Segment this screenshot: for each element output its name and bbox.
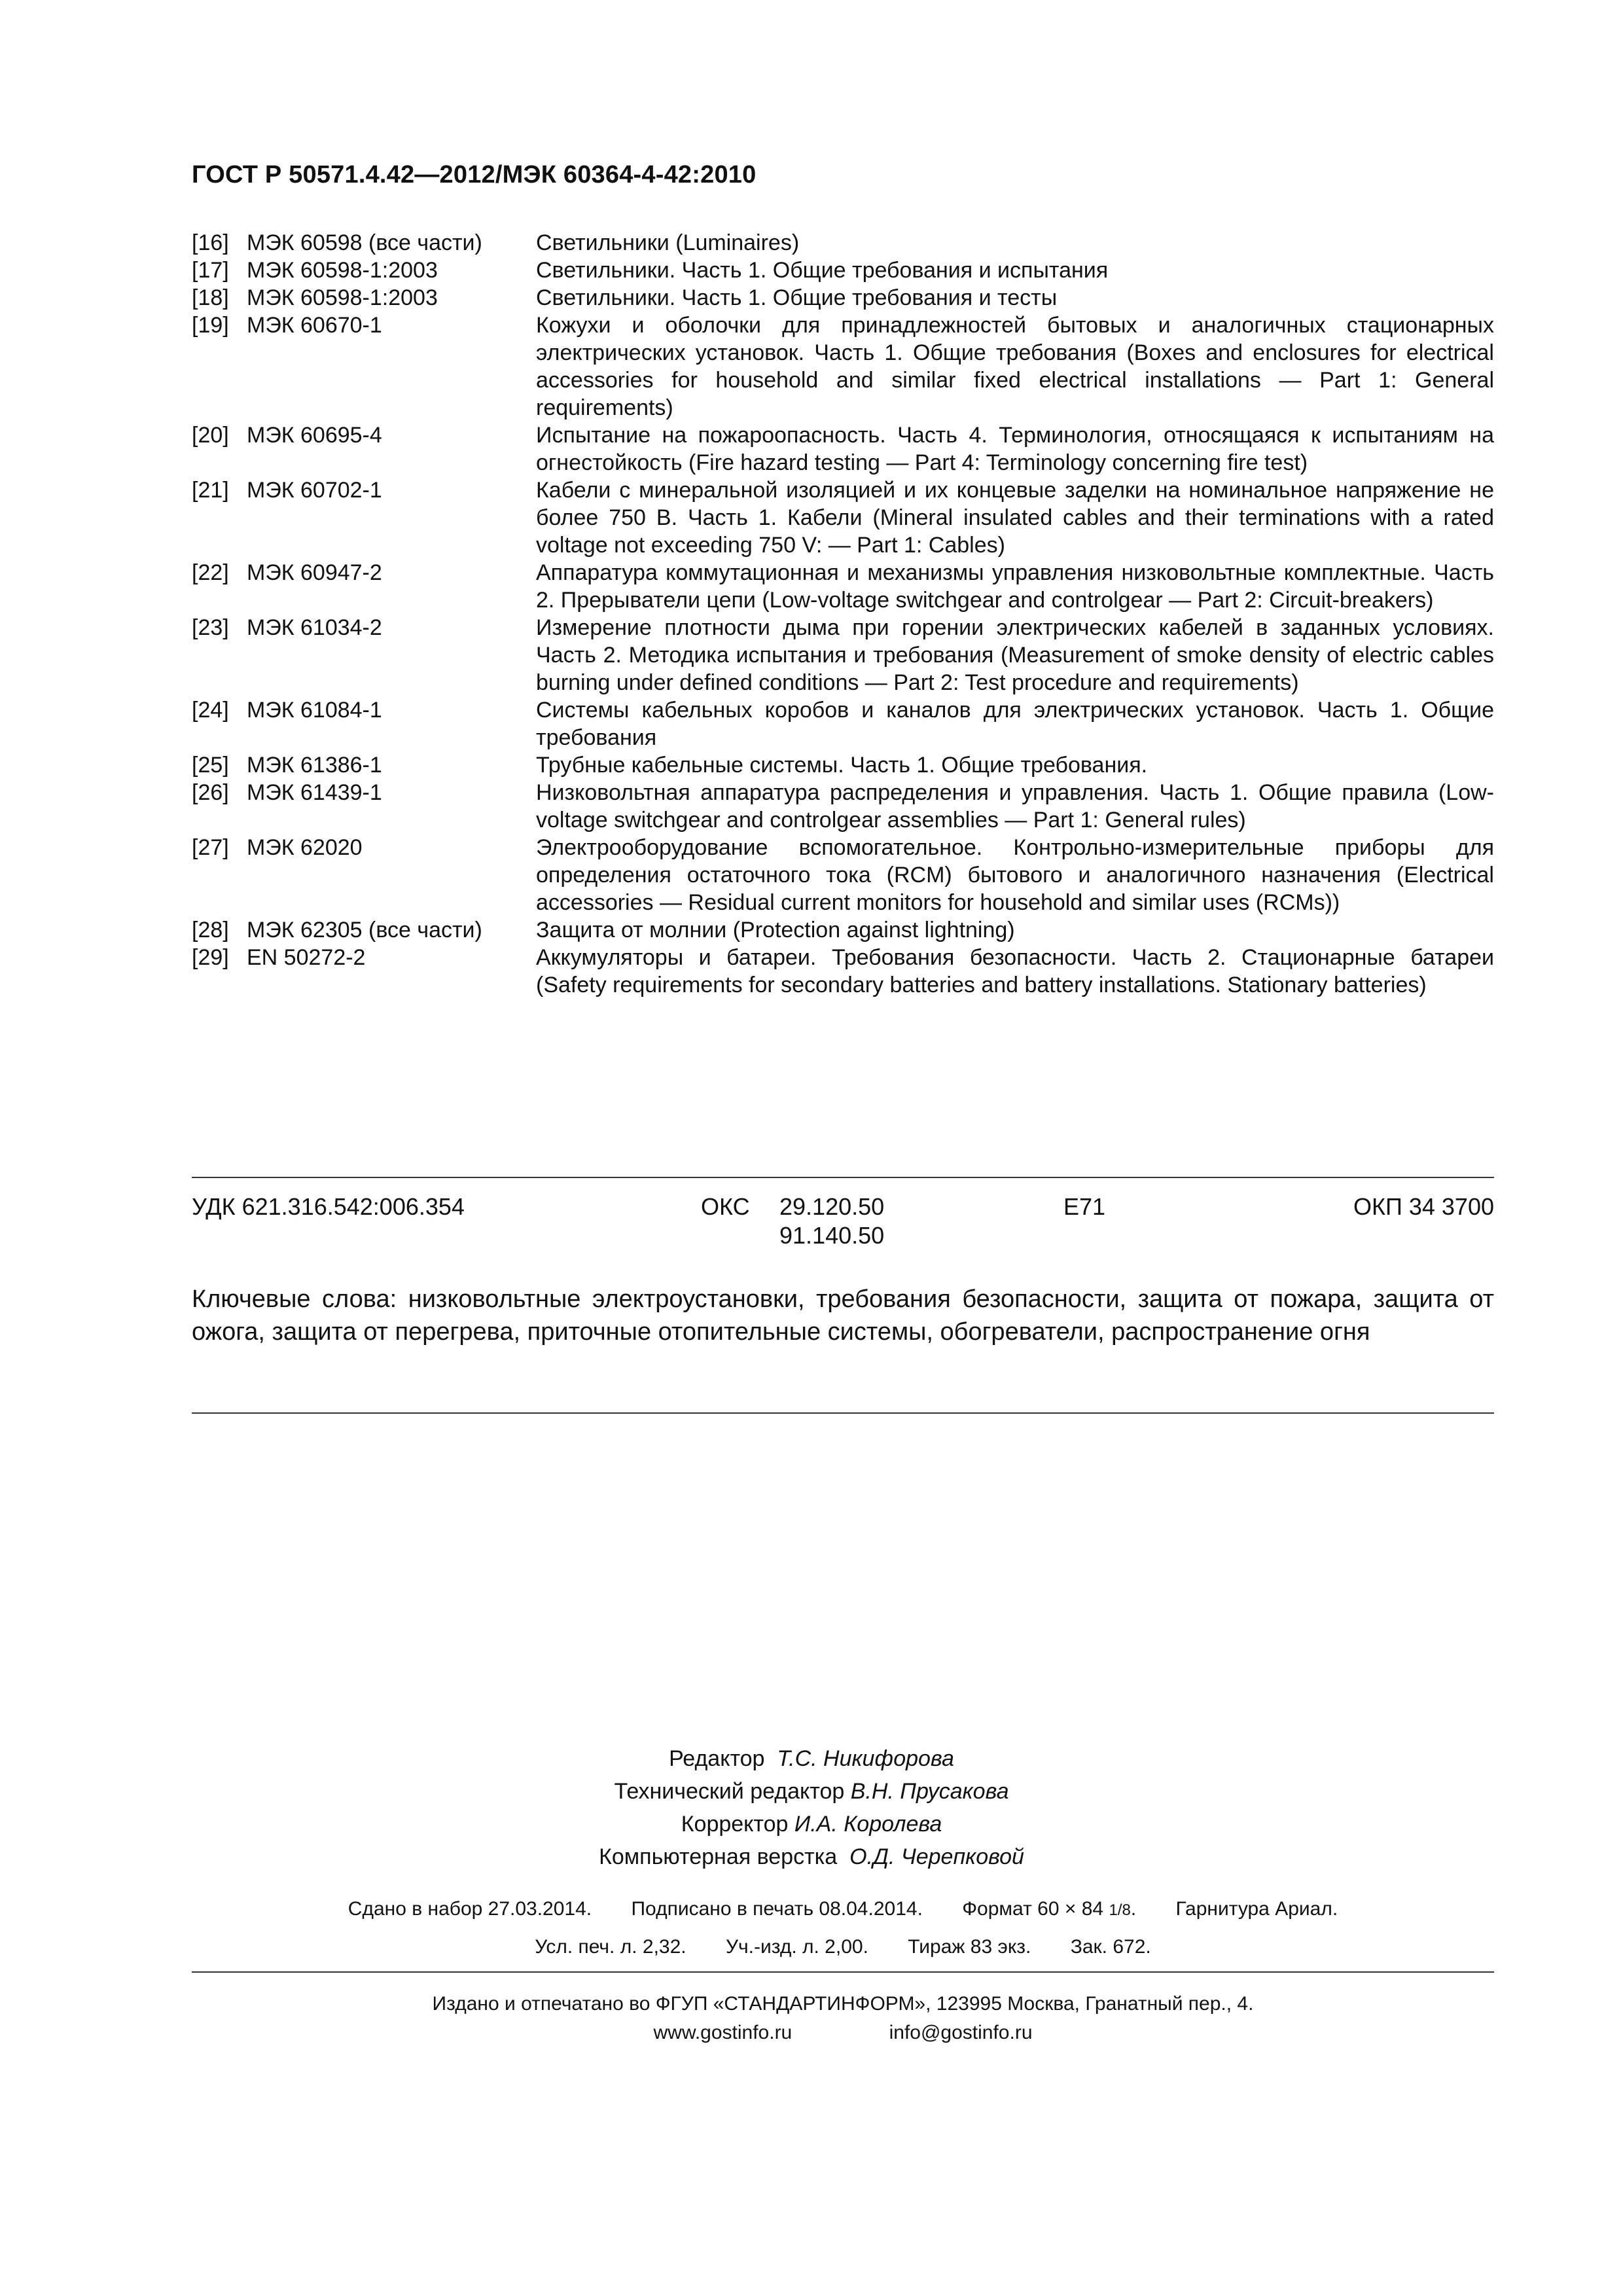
- reference-number: [25]: [192, 753, 229, 778]
- reference-number: [17]: [192, 258, 229, 283]
- reference-number: [18]: [192, 285, 229, 310]
- submitted-date: Сдано в набор 27.03.2014.: [348, 1898, 592, 1920]
- reference-title: Кабели с минеральной изоляцией и их концевые заделки на номинальное напряжение не более 750 В. Часть 1. Кабели (Mineral insulated cables and their terminations with a rated voltage not exceeding 750 V: — Part 1: Cables): [536, 478, 1494, 558]
- reference-number: [26]: [192, 780, 229, 805]
- reference-number: [29]: [192, 945, 229, 970]
- credit-person: В.Н. Прусакова: [850, 1779, 1009, 1804]
- credit-role: Технический редактор: [614, 1779, 845, 1804]
- classification-row: [192, 1193, 1494, 1258]
- format: Формат 60 × 84 1/8.: [962, 1896, 1136, 1924]
- reference-row: [192, 422, 1494, 476]
- reference-row: [192, 476, 1494, 559]
- reference-number: [27]: [192, 835, 229, 860]
- oks-label: ОКС: [701, 1193, 750, 1220]
- reference-title: Светильники. Часть 1. Общие требования и тесты: [536, 285, 1058, 310]
- format-fraction: 1/8: [1109, 1901, 1131, 1919]
- reference-code: EN 50272-2: [247, 945, 366, 970]
- signed-date: Подписано в печать 08.04.2014.: [631, 1898, 923, 1920]
- reference-number: [19]: [192, 313, 229, 338]
- reference-code: МЭК 60598 (все части): [247, 230, 482, 255]
- reference-title: Светильники (Luminaires): [536, 230, 800, 255]
- reference-code: МЭК 61386-1: [247, 753, 382, 778]
- credit-line: [0, 1840, 1623, 1873]
- reference-code: МЭК 60695-4: [247, 423, 382, 448]
- reference-code: МЭК 60598-1:2003: [247, 285, 438, 310]
- reference-number: [21]: [192, 478, 229, 503]
- references-table: [192, 229, 1494, 999]
- print-info-line-1: [192, 1896, 1494, 1924]
- publishing-sheets: Уч.-изд. л. 2,00.: [725, 1936, 868, 1958]
- credit-person: О.Д. Черепковой: [849, 1844, 1024, 1869]
- reference-code: МЭК 61084-1: [247, 698, 382, 723]
- reference-code: МЭК 60670-1: [247, 313, 382, 338]
- reference-row: [192, 284, 1494, 312]
- typeface: Гарнитура Ариал.: [1175, 1898, 1338, 1920]
- reference-row: [192, 559, 1494, 614]
- email-link[interactable]: info@gostinfo.ru: [889, 2022, 1033, 2043]
- reference-number: [24]: [192, 698, 229, 723]
- reference-code: МЭК 61439-1: [247, 780, 382, 805]
- oks-codes: [779, 1193, 884, 1250]
- reference-row: [192, 614, 1494, 696]
- reference-code: МЭК 62020: [247, 835, 363, 860]
- divider-keywords: [192, 1412, 1494, 1414]
- reference-title: Светильники. Часть 1. Общие требования и испытания: [536, 258, 1109, 283]
- publisher-contacts: [192, 2018, 1494, 2047]
- reference-title: Испытание на пожароопасность. Часть 4. Терминология, относящаяся к испытаниям на огнестойкость (Fire hazard testing — Part 4: Terminology concerning fire test): [536, 423, 1494, 475]
- reference-row: [192, 312, 1494, 422]
- print-run: Тираж 83 экз.: [908, 1936, 1031, 1958]
- reference-number: [16]: [192, 230, 229, 255]
- website-link[interactable]: www.gostinfo.ru: [653, 2022, 793, 2043]
- reference-title: Электрооборудование вспомогательное. Контрольно-измерительные приборы для определения остаточного тока (RCM) бытового и аналогичного назначения (Electrical accessories — Residual current monitors for household and similar uses (RCMs)): [536, 835, 1494, 915]
- credit-role: Редактор: [669, 1746, 765, 1771]
- reference-code: МЭК 60947-2: [247, 560, 382, 585]
- divider-bottom: [192, 1971, 1494, 1973]
- reference-row: [192, 944, 1494, 999]
- reference-code: МЭК 60598-1:2003: [247, 258, 438, 283]
- reference-number: [23]: [192, 615, 229, 640]
- reference-row: [192, 257, 1494, 284]
- reference-row: [192, 779, 1494, 834]
- credit-line: [0, 1742, 1623, 1775]
- reference-title: Защита от молнии (Protection against lightning): [536, 918, 1015, 942]
- reference-title: Кожухи и оболочки для принадлежностей бытовых и аналогичных стационарных электрических установок. Часть 1. Общие требования (Boxes and enclosures for electrical accessories for household and similar fixed electrical installations — Part 1: General requirements): [536, 313, 1494, 420]
- reference-title: Измерение плотности дыма при горении электрических кабелей в заданных условиях. Часть 2. Методика испытания и требования (Measurement of smoke density of electric cables burning under defined conditions — Part 2: Test procedure and requirements): [536, 615, 1494, 695]
- oks-code: 91.140.50: [779, 1222, 885, 1249]
- credits: [0, 1742, 1623, 1873]
- reference-title: Низковольтная аппаратура распределения и управления. Часть 1. Общие правила (Low-voltage switchgear and controlgear assemblies — Part 1: General rules): [536, 780, 1494, 833]
- publisher-line: Издано и отпечатано во ФГУП «СТАНДАРТИНФОРМ», 123995 Москва, Гранатный пер., 4.: [432, 1993, 1254, 2015]
- reference-title: Аппаратура коммутационная и механизмы управления низковольтные комплектные. Часть 2. Прерыватели цепи (Low-voltage switchgear and controlgear — Part 2: Circuit-breakers): [536, 560, 1494, 613]
- credit-person: И.А. Королева: [794, 1812, 942, 1837]
- order-number: Зак. 672.: [1070, 1936, 1151, 1958]
- printed-sheets: Усл. печ. л. 2,32.: [535, 1936, 687, 1958]
- reference-number: [20]: [192, 423, 229, 448]
- reference-code: МЭК 61034-2: [247, 615, 382, 640]
- credit-line: [0, 1808, 1623, 1840]
- print-info-line-2: [192, 1934, 1494, 1960]
- reference-row: [192, 696, 1494, 751]
- reference-code: МЭК 62305 (все части): [247, 918, 482, 942]
- reference-title: Трубные кабельные системы. Часть 1. Общие требования.: [536, 753, 1148, 778]
- okp-code: ОКП 34 3700: [1353, 1193, 1494, 1220]
- udk-code: УДК 621.316.542:006.354: [192, 1193, 465, 1220]
- oks-code: 29.120.50: [779, 1193, 885, 1220]
- page-title: ГОСТ Р 50571.4.42—2012/МЭК 60364-4-42:2010: [192, 161, 757, 188]
- e-code: Е71: [1063, 1193, 1106, 1220]
- credit-line: [0, 1775, 1623, 1808]
- reference-row: [192, 229, 1494, 257]
- divider-top: [192, 1177, 1494, 1178]
- credit-person: Т.С. Никифорова: [777, 1746, 954, 1771]
- reference-number: [28]: [192, 918, 229, 942]
- reference-row: [192, 751, 1494, 779]
- reference-code: МЭК 60702-1: [247, 478, 382, 503]
- reference-number: [22]: [192, 560, 229, 585]
- reference-row: [192, 916, 1494, 944]
- keywords: Ключевые слова: низковольтные электроустановки, требования безопасности, защита от пожара, защита от ожога, защита от перегрева, приточные отопительные системы, обогреватели, распространение огня: [192, 1285, 1494, 1346]
- credit-role: Корректор: [681, 1812, 789, 1837]
- credit-role: Компьютерная верстка: [599, 1844, 838, 1869]
- publisher: [192, 1990, 1494, 2047]
- reference-row: [192, 834, 1494, 916]
- reference-title: Системы кабельных коробов и каналов для электрических установок. Часть 1. Общие требования: [536, 698, 1494, 750]
- reference-title: Аккумуляторы и батареи. Требования безопасности. Часть 2. Стационарные батареи (Safety requirements for secondary batteries and battery installations. Stationary batteries): [536, 945, 1494, 997]
